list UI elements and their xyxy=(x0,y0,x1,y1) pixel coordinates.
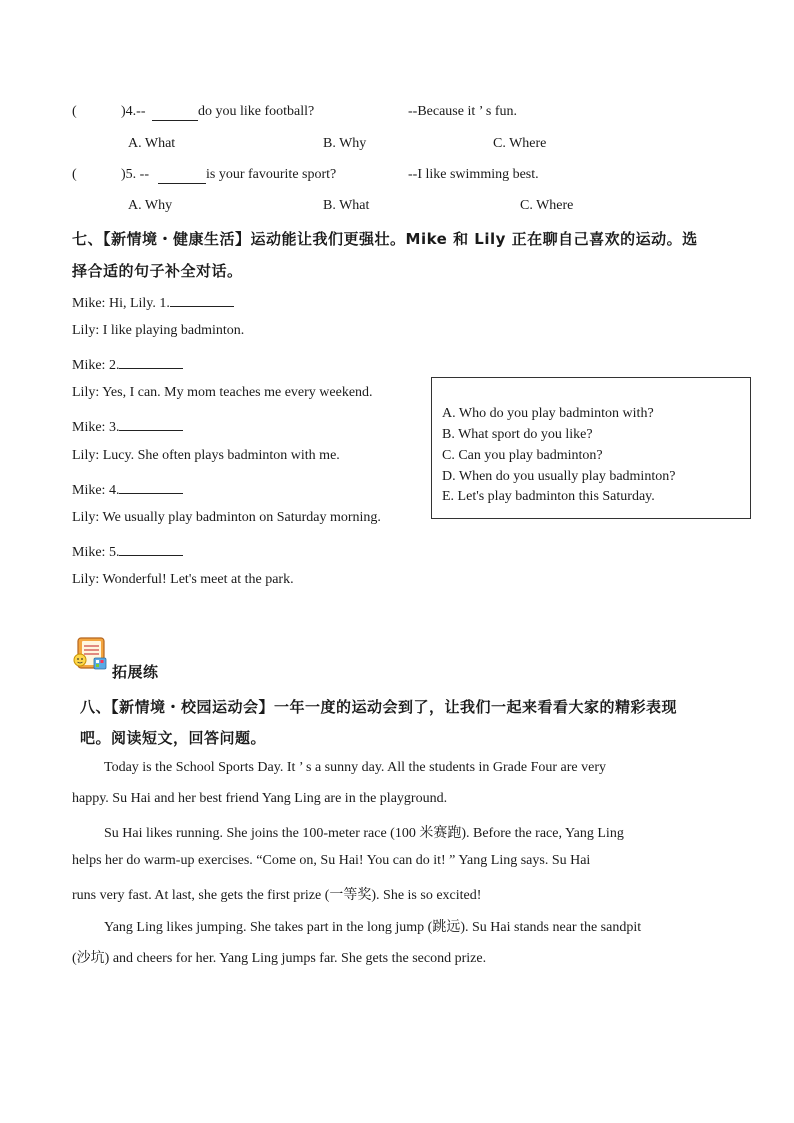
answer-blank[interactable] xyxy=(119,354,183,369)
section-tag: 【新情境・健康生活】 xyxy=(103,230,251,248)
speaker: Lily: xyxy=(72,572,100,587)
dialogue-line xyxy=(72,479,183,499)
question-4-response: --Because it ’ s fun. xyxy=(408,104,517,119)
option-c: C. Where xyxy=(520,198,574,213)
option-b: B. Why xyxy=(323,136,367,151)
passage-line: Today is the School Sports Day. It ’ s a sunny day. All the students in Grade Four are very xyxy=(104,760,607,775)
passage-line: Yang Ling likes jumping. She takes part in the long jump (跳远). Su Hai stands near the sandpit xyxy=(104,920,642,935)
answer-paren-close: ) xyxy=(121,104,126,119)
answer-paren-open: ( xyxy=(72,167,77,182)
answer-blank[interactable] xyxy=(152,104,198,121)
dialogue-text: Wonderful! Let's meet at the park. xyxy=(102,572,294,587)
dialogue-line xyxy=(72,292,234,312)
dialogue-text: 3. xyxy=(108,420,120,435)
option-e: E. Let's play badminton this Saturday. xyxy=(442,489,655,504)
speaker: Mike: xyxy=(72,545,106,560)
section-7-heading xyxy=(72,228,698,249)
dialogue-text: Yes, I can. My mom teaches me every weekend. xyxy=(102,385,373,400)
question-4-number xyxy=(121,104,146,120)
dialogue-line xyxy=(72,323,244,339)
option-c: C. Can you play badminton? xyxy=(442,448,603,463)
option-a: A. Why xyxy=(128,198,173,213)
notebook-icon xyxy=(72,636,108,672)
passage-line: happy. Su Hai and her best friend Yang Ling are in the playground. xyxy=(72,791,448,806)
dialogue-text: 2. xyxy=(108,358,120,373)
section-7-instruction-line2: 择合适的句子补全对话。 xyxy=(72,262,243,280)
dialogue-text: 5. xyxy=(108,545,120,560)
section-8-heading xyxy=(80,696,677,717)
answer-blank[interactable] xyxy=(119,479,183,494)
dialogue-text: I like playing badminton. xyxy=(102,323,245,338)
dialogue-line xyxy=(72,541,183,561)
speaker: Lily: xyxy=(72,385,100,400)
options-box xyxy=(431,377,751,519)
dialogue-line xyxy=(72,354,183,374)
section-tag: 【新情境・校园运动会】 xyxy=(111,698,275,716)
option-a: A. Who do you play badminton with? xyxy=(442,406,654,421)
option-d: D. When do you usually play badminton? xyxy=(442,469,676,484)
dialogue-text: We usually play badminton on Saturday morning. xyxy=(102,510,381,525)
option-b: B. What sport do you like? xyxy=(442,427,593,442)
question-4-stem: do you like football? xyxy=(198,104,315,119)
passage-line: Su Hai likes running. She joins the 100-meter race (100 米赛跑). Before the race, Yang Ling xyxy=(104,826,624,841)
speaker: Lily: xyxy=(72,510,100,525)
section-instruction: 运动能让我们更强壮。Mike 和 Lily 正在聊自己喜欢的运动。选 xyxy=(250,230,698,248)
answer-paren-close: ) xyxy=(121,167,126,182)
dialogue-text: Lucy. She often plays badminton with me. xyxy=(102,448,340,463)
option-c: C. Where xyxy=(493,136,547,151)
dialogue-line xyxy=(72,416,183,436)
speaker: Mike: xyxy=(72,483,106,498)
passage-line: runs very fast. At last, she gets the first prize (一等奖). She is so excited! xyxy=(72,888,482,903)
passage-line: helps her do warm-up exercises. “Come on, Su Hai! You can do it! ” Yang Ling says. Su Hai xyxy=(72,853,591,868)
dialogue-line xyxy=(72,448,340,464)
section-instruction: 一年一度的运动会到了，让我们一起来看看大家的精彩表现 xyxy=(274,698,678,716)
section-8-instruction-line2: 吧。阅读短文，回答问题。 xyxy=(80,729,267,747)
question-5-stem: is your favourite sport? xyxy=(206,167,337,182)
dialogue-text: Hi, Lily. 1. xyxy=(108,296,170,311)
answer-blank[interactable] xyxy=(158,167,206,184)
question-5-response: --I like swimming best. xyxy=(408,167,539,182)
option-b: B. What xyxy=(323,198,370,213)
dialogue-text: 4. xyxy=(108,483,120,498)
answer-blank[interactable] xyxy=(119,416,183,431)
speaker: Mike: xyxy=(72,420,106,435)
speaker: Lily: xyxy=(72,323,100,338)
section-number: 七、 xyxy=(72,230,104,248)
dialogue-line xyxy=(72,510,381,526)
speaker: Mike: xyxy=(72,358,106,373)
dialogue-line xyxy=(72,572,294,588)
passage-line: (沙坑) and cheers for her. Yang Ling jumps far. She gets the second prize. xyxy=(72,951,487,966)
answer-blank[interactable] xyxy=(170,292,234,307)
option-a: A. What xyxy=(128,136,176,151)
dialogue-line xyxy=(72,385,373,401)
speaker: Lily: xyxy=(72,448,100,463)
question-number-text: 4.-- xyxy=(125,104,146,119)
extension-title: 拓展练 xyxy=(112,663,159,681)
question-5-number xyxy=(121,167,149,183)
answer-paren-open: ( xyxy=(72,104,77,119)
question-number-text: 5. -- xyxy=(125,167,149,182)
answer-blank[interactable] xyxy=(119,541,183,556)
section-number: 八、 xyxy=(80,698,112,716)
speaker: Mike: xyxy=(72,296,106,311)
